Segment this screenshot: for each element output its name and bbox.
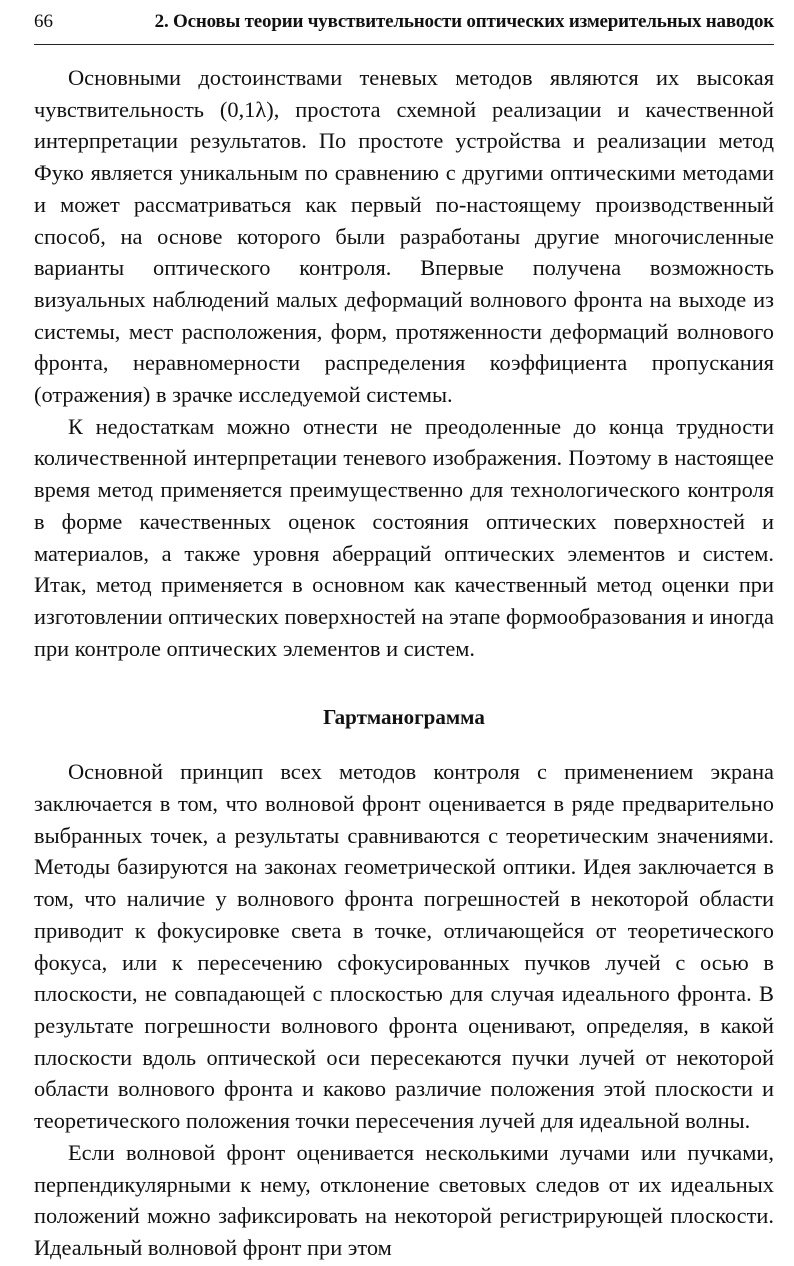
paragraph-wavefront: Если волновой фронт оценивается несколькими лучами или пучками, перпендикулярными к нему, отклонение световых следов от их идеальных положений можно зафиксировать на некоторой регистрирующей плоскости. Идеальный волновой фронт при этом	[34, 1139, 774, 1260]
running-header	[34, 0, 774, 45]
book-page	[34, 0, 774, 1264]
chapter-title: 2. Основы теории чувствительности оптических измерительных наводок	[154, 11, 774, 32]
page-number: 66	[34, 11, 53, 32]
paragraph-advantages: Основными достоинствами теневых методов являются их высокая чувствительность (0,1λ), простота схемной реализации и качественной интерпретации результатов. По простоте устройства и реализации метод Фуко является уникальным по сравнению с другими оптическими методами и может рассматриваться как первый по-настоящему производственный способ, на основе которого были разработаны другие многочисленные варианты оптического контроля. Впервые получена возможность визуальных наблюдений малых деформаций волнового фронта на выходе из системы, мест расположения, форм, протяженности деформаций волнового фронта, неравномерности распределения коэффициента пропускания (отражения) в зрачке исследуемой системы.	[34, 65, 774, 408]
page-body	[34, 45, 774, 1264]
paragraph-principle: Основной принцип всех методов контроля с применением экрана заключается в том, что волновой фронт оценивается в ряде предварительно выбранных точек, а результаты сравниваются с теоретическим значениями. Методы базируются на законах геометрической оптики. Идея заключается в том, что наличие у волнового фронта погрешностей в некоторой области приводит к фокусировке света в точке, отличающейся от теоретического фокуса, или к пересечению сфокусированных пучков лучей с осью в плоскости, не совпадающей с плоскостью для случая идеального фронта. В результате погрешности волнового фронта оценивают, определяя, в какой плоскости вдоль оптической оси пересекаются пучки лучей от некоторой области волнового фронта и каково различие положения этой плоскости и теоретического положения точки пересечения лучей для идеальной волны.	[34, 759, 774, 1134]
section-heading: Гартманограмма	[323, 705, 485, 730]
paragraph-disadvantages: К недостаткам можно отнести не преодоленные до конца трудности количественной интерпретации теневого изображения. Поэтому в настоящее время метод применяется преимущественно для технологического контроля в форме качественных оценок состояния оптических поверхностей и материалов, а также уровня аберраций оптических элементов и систем. Итак, метод применяется в основном как качественный метод оценки при изготовлении оптических поверхностей на этапе формообразования и иногда при контроле оптических элементов и систем.	[34, 413, 774, 661]
